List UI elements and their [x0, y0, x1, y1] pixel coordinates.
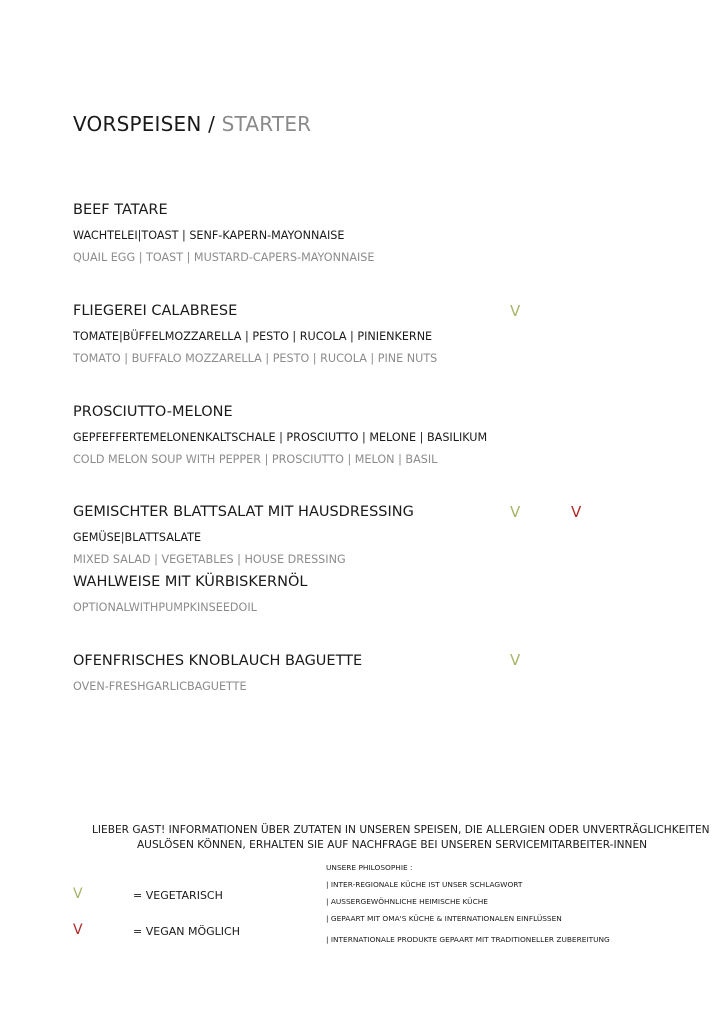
menu-item-description-de: GEPFEFFERTEMELONENKALTSCHALE | PROSCIUTTO | MELONE | BASILIKUM: [73, 431, 488, 444]
menu-item-name: PROSCIUTTO-MELONE: [73, 404, 233, 420]
menu-item-description-en: MIXED SALAD | VEGETABLES | HOUSE DRESSING: [73, 553, 346, 566]
legend-vegan-mark: V: [73, 922, 83, 938]
vegan-mark: V: [571, 503, 582, 521]
legend-vegetarian-mark: V: [73, 886, 83, 902]
menu-item-description-en: COLD MELON SOUP WITH PEPPER | PROSCIUTTO | MELON | BASIL: [73, 453, 438, 466]
philosophy-line: | AUSSERGEWÖHNLICHE HEIMISCHE KÜCHE: [326, 897, 488, 906]
allergy-notice-line-1: LIEBER GAST! INFORMATIONEN ÜBER ZUTATEN IN UNSEREN SPEISEN, DIE ALLERGIEN ODER UNVERTRÄGLICHKEITEN: [92, 824, 710, 836]
legend-vegetarian-label: = VEGETARISCH: [133, 889, 223, 902]
legend-vegan-label: = VEGAN MÖGLICH: [133, 925, 240, 938]
menu-item-description-en: OVEN-FRESHGARLICBAGUETTE: [73, 680, 247, 693]
menu-item-name: FLIEGEREI CALABRESE: [73, 303, 238, 319]
allergy-notice-line-2: AUSLÖSEN KÖNNEN, ERHALTEN SIE AUF NACHFRAGE BEI UNSEREN SERVICEMITARBEITER-INNEN: [136, 839, 648, 851]
menu-item-option-en: OPTIONALWITHPUMPKINSEEDOIL: [73, 601, 257, 614]
philosophy-title: UNSERE PHILOSOPHIE :: [326, 863, 413, 872]
philosophy-line: | INTER-REGIONALE KÜCHE IST UNSER SCHLAGWORT: [326, 880, 523, 889]
menu-item-description-en: QUAIL EGG | TOAST | MUSTARD-CAPERS-MAYONNAISE: [73, 251, 375, 264]
philosophy-line: | GEPAART MIT OMA'S KÜCHE & INTERNATIONALEN EINFLÜSSEN: [326, 914, 562, 923]
menu-item-name: GEMISCHTER BLATTSALAT MIT HAUSDRESSING: [73, 504, 414, 520]
menu-item-description-de: GEMÜSE|BLATTSALATE: [73, 531, 202, 544]
menu-item-description-de: WACHTELEI|TOAST | SENF-KAPERN-MAYONNAISE: [73, 229, 345, 242]
title-main: VORSPEISEN /: [73, 112, 216, 136]
philosophy-line: | INTERNATIONALE PRODUKTE GEPAART MIT TRADITIONELLER ZUBEREITUNG: [326, 935, 610, 944]
menu-item-name: BEEF TATARE: [73, 202, 168, 218]
menu-item-name: OFENFRISCHES KNOBLAUCH BAGUETTE: [73, 653, 363, 669]
page-title: [73, 112, 311, 136]
vegetarian-mark: V: [510, 302, 521, 320]
vegetarian-mark: V: [510, 651, 521, 669]
menu-item-description-en: TOMATO | BUFFALO MOZZARELLA | PESTO | RUCOLA | PINE NUTS: [73, 352, 438, 365]
menu-item-option-de: WAHLWEISE MIT KÜRBISKERNÖL: [73, 574, 308, 590]
menu-item-description-de: TOMATE|BÜFFELMOZZARELLA | PESTO | RUCOLA | PINIENKERNE: [73, 330, 433, 343]
vegetarian-mark: V: [510, 503, 521, 521]
title-sub: STARTER: [221, 112, 312, 136]
